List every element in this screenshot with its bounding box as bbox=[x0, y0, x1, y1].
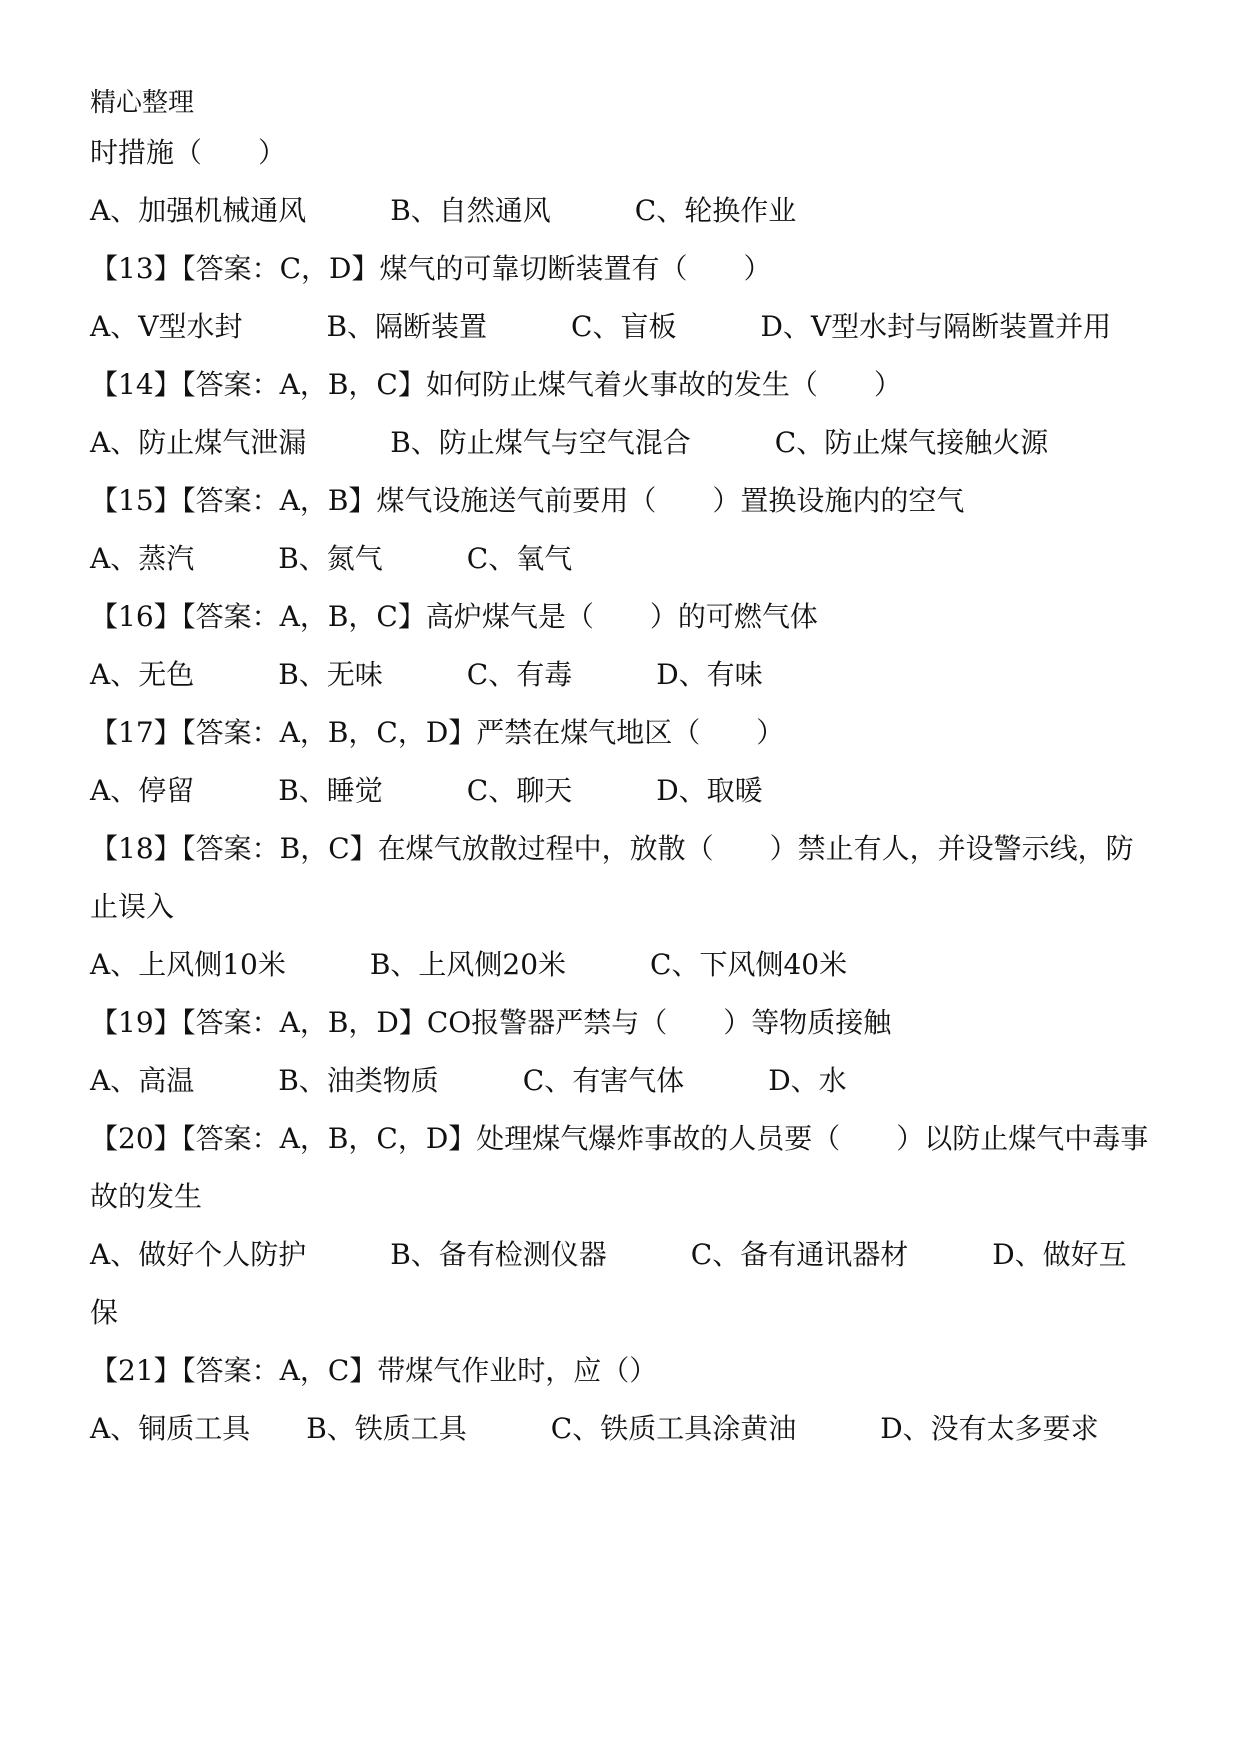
header-note: 精心整理 bbox=[90, 88, 195, 118]
question-line: 【14】【答案：A，B，C】如何防止煤气着火事故的发生（ ） bbox=[90, 368, 902, 401]
question-line: 【21】【答案：A，C】带煤气作业时，应（） bbox=[90, 1354, 658, 1387]
options-line: A、防止煤气泄漏 B、防止煤气与空气混合 C、防止煤气接触火源 bbox=[90, 426, 1049, 459]
question-line-continuation: 故的发生 bbox=[90, 1180, 203, 1213]
question-line: 【19】【答案：A，B，D】CO报警器严禁与（ ）等物质接触 bbox=[90, 1006, 892, 1039]
options-line-continuation: 保 bbox=[90, 1296, 119, 1329]
question-line: 【16】【答案：A，B，C】高炉煤气是（ ）的可燃气体 bbox=[90, 600, 818, 633]
options-line: A、铜质工具 B、铁质工具 C、铁质工具涂黄油 D、没有太多要求 bbox=[90, 1412, 1099, 1445]
question-line: 【15】【答案：A，B】煤气设施送气前要用（ ）置换设施内的空气 bbox=[90, 484, 965, 517]
question-line: 【20】【答案：A，B，C，D】处理煤气爆炸事故的人员要（ ）以防止煤气中毒事 bbox=[90, 1122, 1149, 1155]
question-line-continuation: 止误入 bbox=[90, 890, 175, 923]
question-line: 【17】【答案：A，B，C，D】严禁在煤气地区（ ） bbox=[90, 716, 785, 749]
options-line: A、高温 B、油类物质 C、有害气体 D、水 bbox=[90, 1064, 847, 1097]
options-line: A、加强机械通风 B、自然通风 C、轮换作业 bbox=[90, 194, 797, 227]
options-line: A、V型水封 B、隔断装置 C、盲板 D、V型水封与隔断装置并用 bbox=[90, 310, 1112, 343]
options-line: A、上风侧10米 B、上风侧20米 C、下风侧40米 bbox=[90, 948, 848, 981]
options-line: A、做好个人防护 B、备有检测仪器 C、备有通讯器材 D、做好互 bbox=[90, 1238, 1127, 1271]
question-line: 【13】【答案：C，D】煤气的可靠切断装置有（ ） bbox=[90, 252, 772, 285]
options-line: A、蒸汽 B、氮气 C、氧气 bbox=[90, 542, 573, 575]
options-line: A、停留 B、睡觉 C、聊天 D、取暖 bbox=[90, 774, 763, 807]
question-line: 【18】【答案：B，C】在煤气放散过程中，放散（ ）禁止有人，并设警示线，防 bbox=[90, 832, 1134, 865]
question-line: 时措施（ ） bbox=[90, 136, 287, 169]
options-line: A、无色 B、无味 C、有毒 D、有味 bbox=[90, 658, 763, 691]
